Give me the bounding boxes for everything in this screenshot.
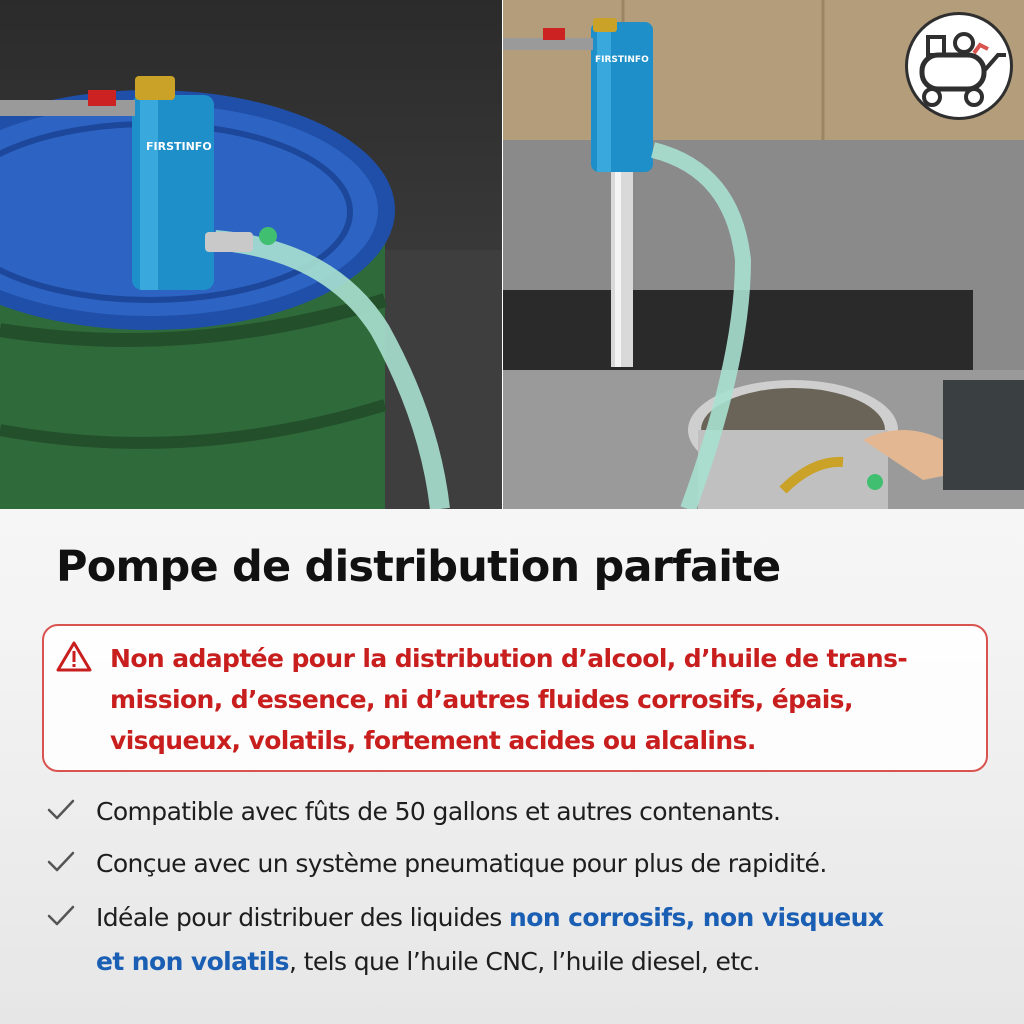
feature-line-1 [96, 896, 996, 940]
air-compressor-icon [905, 12, 1013, 120]
feature-line: Compatible avec fûts de 50 gallons et autres contenants. [96, 797, 781, 826]
checkmark-icon [46, 798, 76, 822]
feature-text [96, 896, 996, 984]
feature-line-2 [96, 940, 996, 984]
warning-triangle-icon [56, 640, 92, 672]
pump-brand-label-left: FIRSTINFO [146, 140, 212, 153]
feature-highlight-text: non corrosifs, non visqueux [509, 903, 884, 932]
warning-text [110, 638, 980, 761]
feature-highlight-text: et non volatils [96, 947, 289, 976]
feature-line: Conçue avec un système pneumatique pour plus de rapidité. [96, 849, 827, 878]
warning-line-1: Non adaptée pour la distribution d’alcool, d’huile de trans- [110, 644, 908, 673]
feature-text [96, 842, 996, 886]
warning-line-2: mission, d’essence, ni d’autres fluides corrosifs, épais, [110, 685, 853, 714]
feature-plain-text: Idéale pour distribuer des liquides [96, 903, 510, 932]
checkmark-icon [46, 850, 76, 874]
feature-text [96, 790, 996, 834]
photo-strip [0, 0, 1024, 509]
warning-line-3: visqueux, volatils, fortement acides ou alcalins. [110, 726, 756, 755]
page-title: Pompe de distribution parfaite [56, 542, 781, 592]
checkmark-icon [46, 904, 76, 928]
photo-pump-on-barrel [0, 0, 502, 509]
pump-brand-label-right: FIRSTINFO [595, 55, 649, 65]
feature-plain-text: , tels que l’huile CNC, l’huile diesel, etc. [288, 947, 761, 976]
warning-box [42, 624, 988, 772]
